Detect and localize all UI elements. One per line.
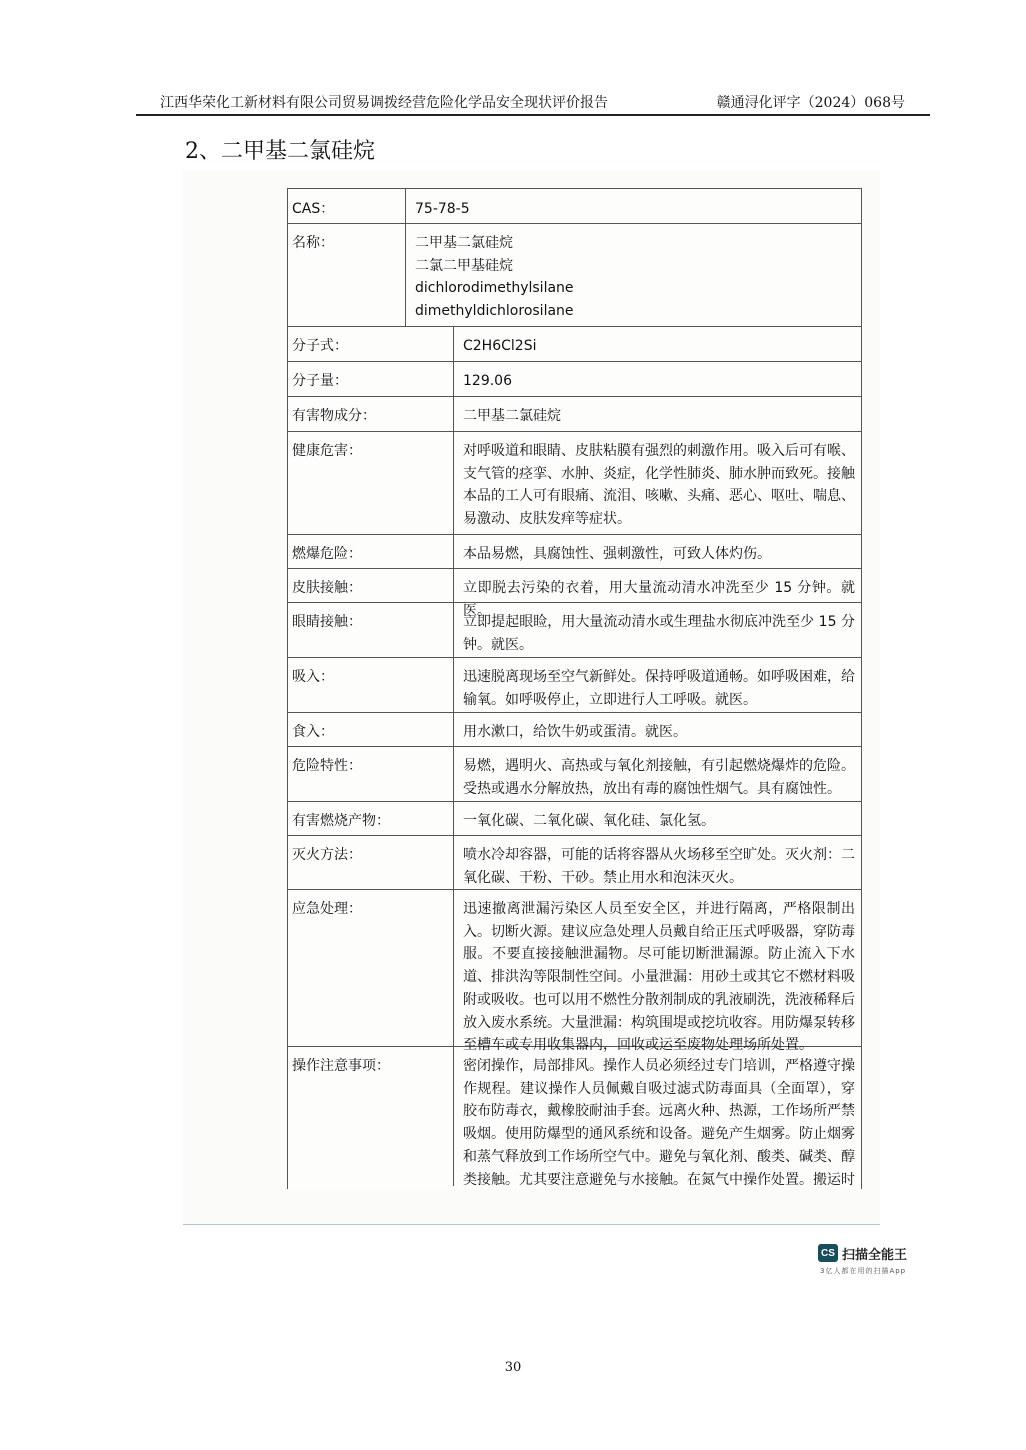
column-divider [453, 657, 454, 712]
table-row [288, 657, 861, 713]
msds-table [287, 188, 862, 1189]
header-divider [136, 114, 930, 116]
row-value: 迅速脱离现场至空气新鲜处。保持呼吸道通畅。如呼吸困难，给输氧。如呼吸停止，立即进行人工呼吸。就医。 [463, 669, 855, 708]
row-value: 二甲基二氯硅烷 二氯二甲基硅烷 dichlorodimethylsilane dimethyldichlorosilane [415, 235, 574, 320]
table-row [288, 189, 861, 224]
table-row [288, 835, 861, 890]
column-divider [453, 396, 454, 431]
column-divider [453, 801, 454, 835]
column-divider [405, 189, 406, 223]
row-value: 二甲基二氯硅烷 [463, 408, 561, 424]
table-row [288, 396, 861, 432]
row-label: 危险特性： [292, 758, 362, 774]
column-divider [453, 746, 454, 801]
running-header [160, 92, 905, 114]
table-row [288, 746, 861, 802]
row-label: 有害物成分： [292, 408, 376, 424]
row-value: 迅速撤离泄漏污染区人员至安全区，并进行隔离，严格限制出入。切断火源。建议应急处理人员戴自给正压式呼吸器，穿防毒服。不要直接接触泄漏物。尽可能切断泄漏源。防止流入下水道、排洪沟等限制性空间。小量泄漏：用砂土或其它不燃材料吸附或吸收。也可以用不燃性分散剂制成的乳液刷洗，洗液稀释后放入废水系统。大量泄漏：构筑围堤或挖坑收容。用防爆泵转移至槽车或专用收集器内，回收或运至废物处理场所处置。 [463, 901, 855, 1054]
column-divider [453, 568, 454, 602]
table-row [288, 889, 861, 1054]
row-value: C2H6Cl2Si [463, 338, 537, 354]
row-value: 密闭操作，局部排风。操作人员必须经过专门培训，严格遵守操作规程。建议操作人员佩戴自吸过滤式防毒面具（全面罩），穿胶布防毒衣，戴橡胶耐油手套。远离火种、热源，工作场所严禁吸烟。使用防爆型的通风系统和设备。避免产生烟雾。防止烟雾和蒸气释放到工作场所空气中。避免与氧化剂、酸类、碱类、醇类接触。尤其要注意避免与水接触。在氮气中操作处置。搬运时 [463, 1058, 855, 1188]
column-divider [453, 835, 454, 889]
row-value: 易燃，遇明火、高热或与氧化剂接触，有引起燃烧爆炸的危险。受热或遇水分解放热，放出有毒的腐蚀性烟气。具有腐蚀性。 [463, 758, 855, 797]
row-value: 立即脱去污染的衣着，用大量流动清水冲洗至少 15 分钟。就医。 [463, 580, 855, 619]
row-label: 健康危害： [292, 443, 362, 459]
row-label: 燃爆危险： [292, 546, 362, 562]
scan-bottom-edge [183, 1224, 880, 1225]
table-row [288, 223, 861, 327]
row-value: 立即提起眼睑，用大量流动清水或生理盐水彻底冲洗至少 15 分钟。就医。 [463, 614, 855, 653]
column-divider [453, 712, 454, 746]
column-divider [453, 534, 454, 568]
scanner-tagline: 3亿人都在用的扫描App [820, 1267, 907, 1275]
row-value: 129.06 [463, 373, 512, 389]
row-label: 有害燃烧产物： [292, 813, 390, 829]
column-divider [453, 1046, 454, 1186]
scanner-watermark [818, 1242, 907, 1264]
column-divider [453, 361, 454, 396]
table-row [288, 1046, 861, 1186]
row-label: 分子式： [292, 338, 348, 354]
column-divider [453, 431, 454, 534]
row-label: 名称： [292, 235, 334, 251]
header-report-title: 江西华荣化工新材料有限公司贸易调拨经营危险化学品安全现状评价报告 [160, 95, 608, 111]
table-row [288, 568, 861, 619]
column-divider [405, 223, 406, 326]
header-report-number: 赣通浔化评字（2024）068号 [716, 95, 905, 111]
scanned-msds-image [183, 170, 880, 1226]
row-label: 灭火方法： [292, 847, 362, 863]
row-value: 用水漱口，给饮牛奶或蛋清。就医。 [463, 724, 687, 740]
table-row [288, 326, 861, 362]
row-label: CAS： [292, 201, 335, 217]
table-row [288, 801, 861, 836]
camscanner-logo-icon: CS [818, 1244, 838, 1262]
scanner-app-name: 扫描全能王 [842, 1247, 908, 1263]
table-row [288, 431, 861, 535]
row-value: 一氧化碳、二氧化碳、氧化硅、氯化氢。 [463, 813, 715, 829]
column-divider [453, 326, 454, 361]
column-divider [453, 602, 454, 657]
row-label: 食入： [292, 724, 334, 740]
table-row [288, 361, 861, 397]
table-row [288, 602, 861, 658]
row-value: 对呼吸道和眼睛、皮肤粘膜有强烈的刺激作用。吸入后可有喉、支气管的痉挛、水肿、炎症，化学性肺炎、肺水肿而致死。接触本品的工人可有眼痛、流泪、咳嗽、头痛、恶心、呕吐、喘息、易激动、皮肤发痒等症状。 [463, 443, 855, 528]
row-value: 喷水冷却容器，可能的话将容器从火场移至空旷处。灭火剂：二氧化碳、干粉、干砂。禁止用水和泡沫灭火。 [463, 847, 855, 886]
row-value: 本品易燃，具腐蚀性、强刺激性，可致人体灼伤。 [463, 546, 771, 562]
row-label: 应急处理： [292, 901, 362, 917]
row-label: 眼睛接触： [292, 614, 362, 630]
section-title: 2、二甲基二氯硅烷 [185, 139, 375, 164]
column-divider [453, 889, 454, 1046]
table-row [288, 534, 861, 569]
row-label: 操作注意事项： [292, 1058, 390, 1074]
row-label: 吸入： [292, 669, 334, 685]
row-label: 皮肤接触： [292, 580, 362, 596]
page-number: 30 [504, 1360, 522, 1375]
row-value: 75-78-5 [415, 201, 470, 217]
table-row [288, 712, 861, 747]
row-label: 分子量： [292, 373, 348, 389]
